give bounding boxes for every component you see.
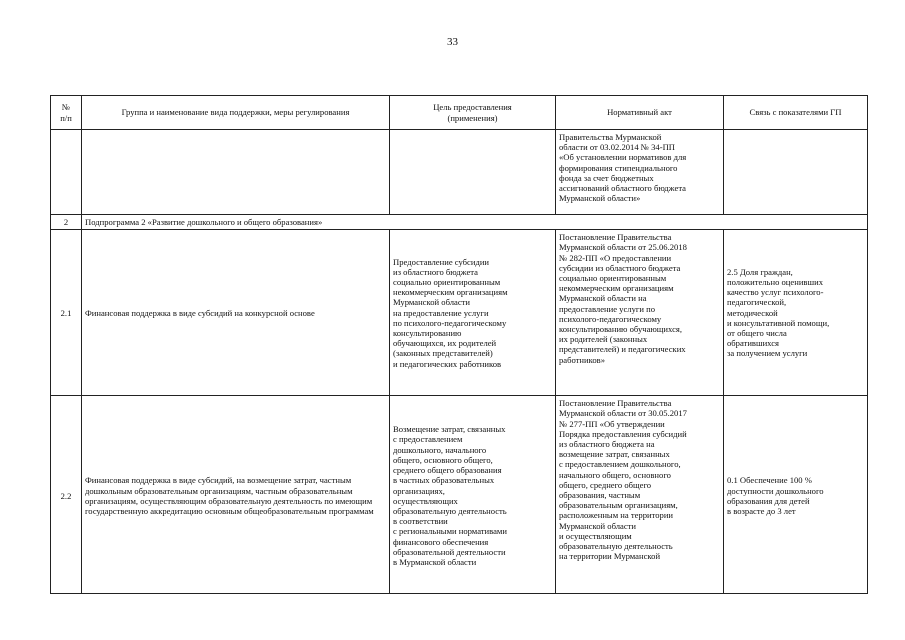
cell-line: работников» xyxy=(559,354,606,365)
cell-line: с предоставлением дошкольного, xyxy=(559,459,681,470)
cell-line: по психолого-педагогическому xyxy=(393,317,507,328)
cell-line: их родителей (законных xyxy=(559,334,648,345)
cell-line: и педагогических работников xyxy=(393,358,502,369)
row-group: Финансовая поддержка в виде субсидий, на возмещение затрат, частным дошкольным образовательным организациям, частным образовательным организациям, осуществляющим образовательную деятельность по имеющим государственную аккредитацию основным общеобразовательным программам xyxy=(82,396,390,594)
cont-purpose-cell xyxy=(390,130,556,215)
cell-line: доступности дошкольного xyxy=(727,485,824,496)
cont-num-cell xyxy=(51,130,82,215)
cell-line: ассигнований областного бюджета xyxy=(559,183,686,194)
subprogram-num: 2 xyxy=(51,215,82,230)
cell-line: и осуществляющим xyxy=(559,530,632,541)
cell-line: Мурманской области от 25.06.2018 xyxy=(559,242,687,253)
cell-line: осуществляющих xyxy=(393,495,458,506)
row-link xyxy=(724,396,868,594)
table-row-continuation xyxy=(51,130,868,215)
header-act: Нормативный акт xyxy=(556,96,724,130)
cell-line: из областного бюджета xyxy=(393,266,478,277)
cell-line: социально ориентированным xyxy=(559,273,667,284)
cell-line: образовательным организациям, xyxy=(559,500,678,511)
cell-line: Порядка предоставления субсидий xyxy=(559,428,687,439)
cell-line: образовательной деятельности xyxy=(393,546,506,557)
cell-line: № 282-ПП «О предоставлении xyxy=(559,252,672,263)
cell-line: среднего общего образования xyxy=(393,465,502,476)
cell-line: финансового обеспечения xyxy=(393,536,489,547)
row-group: Финансовая поддержка в виде субсидий на конкурсной основе xyxy=(82,230,390,396)
header-link: Связь с показателями ГП xyxy=(724,96,868,130)
cell-line: положительно оценивших xyxy=(727,276,823,287)
cell-line: общего, основного общего, xyxy=(393,454,493,465)
cont-group-cell xyxy=(82,130,390,215)
table-header-row xyxy=(51,96,868,130)
cont-act-cell xyxy=(556,130,724,215)
header-group: Группа и наименование вида поддержки, меры регулирования xyxy=(82,96,390,130)
cell-line: с региональными нормативами xyxy=(393,526,507,537)
cell-line: Правительства Мурманской xyxy=(559,132,662,142)
cell-line: в возрасте до 3 лет xyxy=(727,505,796,516)
cell-line: дошкольного, начального xyxy=(393,444,487,455)
cell-line: Мурманской области» xyxy=(559,193,641,204)
cell-line: некоммерческим организациям xyxy=(393,287,508,298)
cell-line: начального общего, основного xyxy=(559,469,671,480)
cell-line: в соответствии xyxy=(393,516,448,527)
cell-line: возмещение затрат, связанных xyxy=(559,449,670,460)
cell-line: Мурманской области от 30.05.2017 xyxy=(559,408,687,419)
cell-line: образования для детей xyxy=(727,495,810,506)
cell-line: социально ориентированным xyxy=(393,276,501,287)
cell-line: № 277-ПП «Об утверждении xyxy=(559,418,665,429)
cell-line: фонда за счет бюджетных xyxy=(559,172,654,183)
cell-line: представителей) и педагогических xyxy=(559,344,686,355)
cell-line: обратившихся xyxy=(727,338,780,349)
cell-line: в частных образовательных xyxy=(393,475,495,486)
cell-line: на территории Мурманской xyxy=(559,551,661,562)
row-num: 2.2 xyxy=(51,396,82,594)
row-purpose xyxy=(390,396,556,594)
cell-line: Мурманской области xyxy=(393,297,471,308)
cell-line: педагогической, xyxy=(727,297,787,308)
cell-line: консультированию xyxy=(393,328,462,338)
cell-line: на предоставление услуги xyxy=(393,307,489,318)
cell-line: субсидии из областного бюджета xyxy=(559,262,681,273)
row-num: 2.1 xyxy=(51,230,82,396)
cell-line: Постановление Правительства xyxy=(559,398,672,409)
cell-line: обучающихся, их родителей xyxy=(393,338,497,349)
cell-line: Постановление Правительства xyxy=(559,232,672,243)
cell-line: (законных представителей) xyxy=(393,348,493,359)
cell-line: и консультативной помощи, xyxy=(727,317,830,328)
cell-line: методической xyxy=(727,307,778,318)
header-purpose: Цель предоставления (применения) xyxy=(390,96,556,130)
cell-line: консультированию обучающихся, xyxy=(559,324,682,335)
cell-line: качество услуг психолого- xyxy=(727,287,824,298)
table-row xyxy=(51,230,868,396)
row-purpose xyxy=(390,230,556,396)
cell-line: в Мурманской области xyxy=(393,556,477,567)
row-act xyxy=(556,230,724,396)
cell-line: предоставление услуги по xyxy=(559,303,656,314)
header-num: № п/п xyxy=(51,96,82,130)
cell-line: расположенным на территории xyxy=(559,510,674,521)
cell-line: некоммерческим организациям xyxy=(559,283,674,294)
support-measures-table xyxy=(50,95,868,594)
cell-line: с предоставлением xyxy=(393,434,463,445)
cell-line: Мурманской области на xyxy=(559,293,647,304)
table-row xyxy=(51,396,868,594)
cell-line: Возмещение затрат, связанных xyxy=(393,424,506,435)
cell-line: формирования стипендиального xyxy=(559,162,678,173)
cell-line: Предоставление субсидии xyxy=(393,256,490,267)
cell-line: 0.1 Обеспечение 100 % xyxy=(727,475,812,486)
cell-line: образовательную деятельность xyxy=(559,541,673,552)
cell-line: «Об установлении нормативов для xyxy=(559,152,687,163)
subprogram-row xyxy=(51,215,868,230)
cont-link-cell xyxy=(724,130,868,215)
cell-line: образования, частным xyxy=(559,490,641,501)
cell-line: 2.5 Доля граждан, xyxy=(727,266,793,277)
row-act xyxy=(556,396,724,594)
page-number: 33 xyxy=(447,36,458,48)
cell-line: из областного бюджета на xyxy=(559,439,655,450)
cell-line: психолого-педагогическому xyxy=(559,313,662,324)
cell-line: общего, среднего общего xyxy=(559,479,652,490)
cell-line: от общего числа xyxy=(727,328,787,338)
cell-line: за получением услуги xyxy=(727,348,808,359)
cell-line: образовательную деятельность xyxy=(393,505,507,516)
cell-line: области от 03.02.2014 № 34-ПП xyxy=(559,142,675,153)
subprogram-title: Подпрограмма 2 «Развитие дошкольного и общего образования» xyxy=(82,215,868,230)
cell-line: Мурманской области xyxy=(559,520,637,531)
row-link xyxy=(724,230,868,396)
cell-line: организациях, xyxy=(393,485,445,496)
